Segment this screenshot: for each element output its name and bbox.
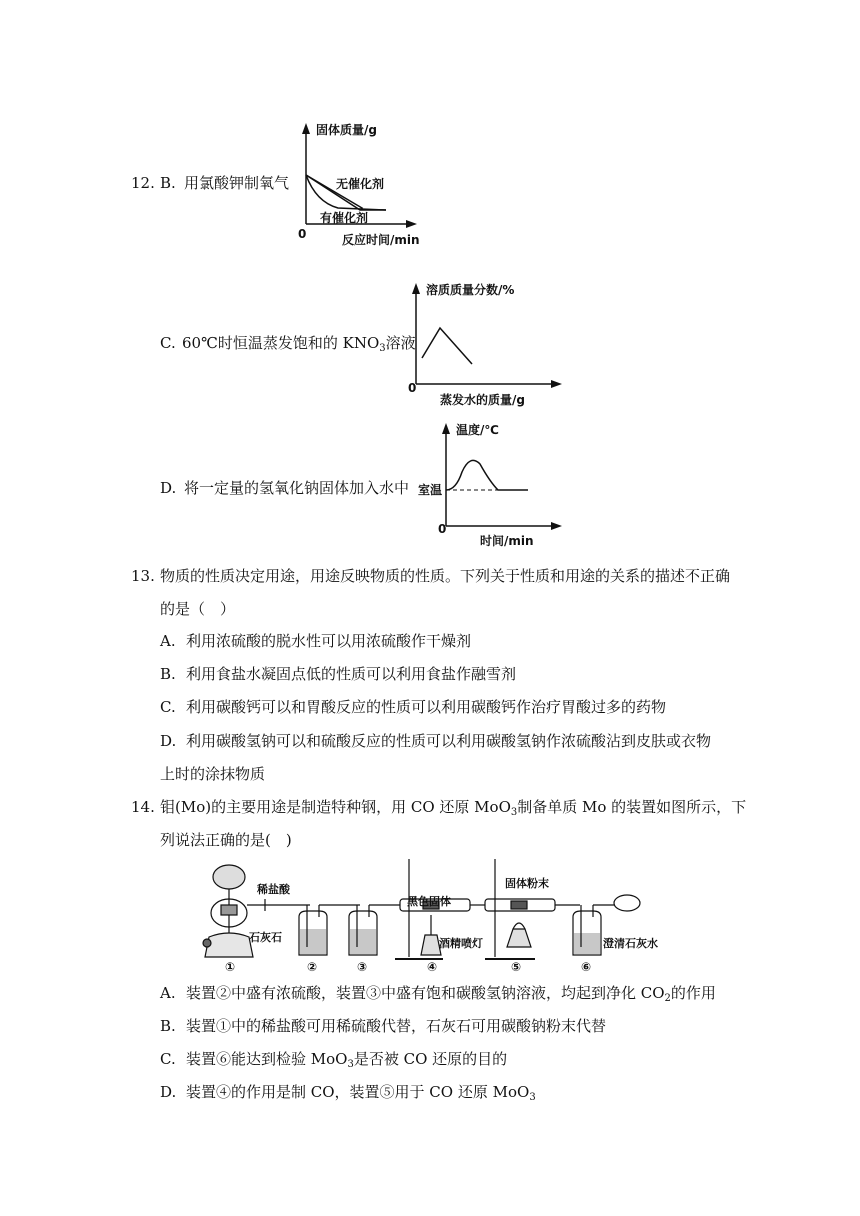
option-text: 利用浓硫酸的脱水性可以用浓硫酸作干燥剂 bbox=[186, 632, 472, 650]
option-text: 利用碳酸钙可以和胃酸反应的性质可以利用碳酸钙作治疗胃酸过多的药物 bbox=[186, 698, 667, 716]
label-limewater: 澄清石灰水 bbox=[603, 937, 658, 950]
option-letter: A. bbox=[160, 984, 176, 1002]
q13-number: 13. bbox=[131, 567, 155, 585]
origin-label: 0 bbox=[438, 522, 447, 536]
data-curve bbox=[446, 460, 528, 490]
option-text: 利用食盐水凝固点低的性质可以利用食盐作融雪剂 bbox=[186, 665, 517, 683]
x-axis-label: 时间/min bbox=[480, 534, 534, 548]
label-alcohol-lamp: 酒精喷灯 bbox=[439, 937, 483, 950]
x-axis-label: 蒸发水的质量/g bbox=[440, 393, 525, 407]
label-n3: ③ bbox=[357, 960, 368, 974]
option-text-cont: 上时的涂抹物质 bbox=[160, 765, 266, 783]
q13-stem-line1: 物质的性质决定用途，用途反映物质的性质。下列关于性质和用途的关系的描述不正确 bbox=[160, 567, 731, 585]
label-dilute-hcl: 稀盐酸 bbox=[257, 883, 290, 896]
q14-stem-line2: 列说法正确的是( ) bbox=[160, 831, 292, 849]
graph-c bbox=[400, 280, 570, 410]
graph-b bbox=[290, 118, 430, 248]
option-letter: C. bbox=[160, 334, 176, 352]
label-solid-powder: 固体粉末 bbox=[505, 877, 549, 890]
label-limestone: 石灰石 bbox=[249, 931, 282, 944]
apparatus-diagram bbox=[195, 855, 665, 975]
option-text: 利用碳酸氢钠可以和硫酸反应的性质可以利用碳酸氢钠作浓硫酸沾到皮肤或衣物 bbox=[186, 732, 712, 750]
option-text: 60℃时恒温蒸发饱和的 $KNO_3$溶液 bbox=[182, 334, 416, 354]
option-letter: D. bbox=[160, 479, 177, 497]
origin-label: 0 bbox=[298, 227, 307, 241]
option-letter: C. bbox=[160, 698, 176, 716]
q14-stem-line1: 钼(Mo)的主要用途是制造特种钢，用 CO 还原 MoO$_3$制备单质 Mo 的装置如图所示，下 bbox=[160, 798, 747, 818]
label-n1: ① bbox=[225, 960, 236, 974]
label-black-solid: 黑色固体 bbox=[407, 895, 451, 908]
option-letter: D. bbox=[160, 1083, 177, 1101]
curve-label-no-catalyst: 无催化剂 bbox=[336, 177, 385, 191]
option-letter: D. bbox=[160, 732, 177, 750]
label-n5: ⑤ bbox=[511, 960, 522, 974]
option-text: 装置①中的稀盐酸可用稀硫酸代替，石灰石可用碳酸钠粉末代替 bbox=[186, 1017, 607, 1035]
x-axis-label: 反应时间/min bbox=[342, 233, 420, 247]
option-letter: C. bbox=[160, 1050, 176, 1068]
origin-label: 0 bbox=[408, 381, 417, 395]
option-text: 装置⑥能达到检验 MoO$_3$是否被 CO 还原的目的 bbox=[186, 1050, 508, 1070]
label-n2: ② bbox=[307, 960, 318, 974]
room-temp-label: 室温 bbox=[418, 483, 443, 497]
q12-number: 12. bbox=[131, 174, 155, 192]
y-axis-label: 固体质量/g bbox=[316, 123, 377, 137]
option-text: 装置④的作用是制 CO，装置⑤用于 CO 还原 MoO$_3$ bbox=[186, 1083, 536, 1103]
option-letter: B. bbox=[160, 174, 176, 192]
y-axis-label: 溶质质量分数/% bbox=[426, 283, 515, 297]
option-letter: B. bbox=[160, 665, 176, 683]
q13-stem-line2: 的是（ ） bbox=[160, 600, 236, 618]
curve-label-catalyst: 有催化剂 bbox=[320, 211, 369, 225]
q14-number: 14. bbox=[131, 798, 155, 816]
option-text: 装置②中盛有浓硫酸，装置③中盛有饱和碳酸氢钠溶液，均起到净化 $CO_2$的作用 bbox=[186, 984, 716, 1004]
label-n4: ④ bbox=[427, 960, 438, 974]
option-letter: A. bbox=[160, 632, 176, 650]
data-line bbox=[422, 328, 472, 364]
graph-d bbox=[420, 420, 570, 548]
y-axis-label: 温度/℃ bbox=[456, 423, 499, 437]
option-text: 将一定量的氢氧化钠固体加入水中 bbox=[184, 479, 410, 497]
option-letter: B. bbox=[160, 1017, 176, 1035]
label-n6: ⑥ bbox=[581, 960, 592, 974]
option-text: 用氯酸钾制氧气 bbox=[184, 174, 290, 192]
